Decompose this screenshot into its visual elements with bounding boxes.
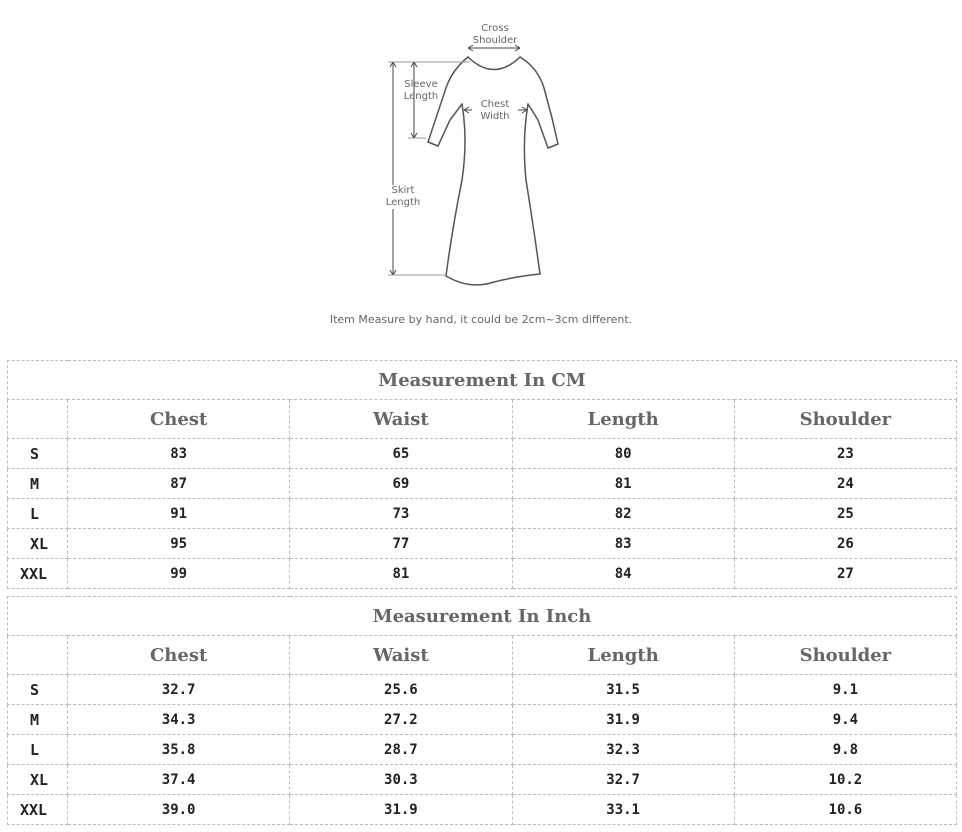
value-cell: 82	[512, 499, 734, 529]
table-row	[8, 469, 957, 499]
sleeve-length-label: Sleeve Length	[403, 79, 439, 102]
header-waist: Waist	[290, 400, 512, 439]
value-cell: 30.3	[290, 765, 512, 795]
size-cell: S	[8, 439, 68, 469]
value-cell: 77	[290, 529, 512, 559]
table-row	[8, 499, 957, 529]
skirt-length-label: Skirt Length	[380, 185, 426, 209]
size-cell: XXL	[8, 559, 68, 589]
table-row	[8, 765, 957, 795]
measurement-table-inch	[7, 596, 957, 825]
value-cell: 23	[734, 439, 956, 469]
header-waist: Waist	[290, 636, 512, 675]
cross-shoulder-label: Cross Shoulder	[472, 23, 518, 46]
header-shoulder: Shoulder	[734, 400, 956, 439]
value-cell: 81	[512, 469, 734, 499]
value-cell: 91	[68, 499, 290, 529]
value-cell: 84	[512, 559, 734, 589]
value-cell: 31.5	[512, 675, 734, 705]
value-cell: 24	[734, 469, 956, 499]
value-cell: 25.6	[290, 675, 512, 705]
header-cell	[8, 400, 68, 439]
value-cell: 33.1	[512, 795, 734, 825]
measure-note: Item Measure by hand, it could be 2cm~3cm different.	[329, 313, 633, 326]
header-cell	[8, 636, 68, 675]
header-length: Length	[512, 636, 734, 675]
value-cell: 39.0	[68, 795, 290, 825]
size-cell: S	[8, 675, 68, 705]
chest-width-label: Chest Width	[472, 99, 518, 123]
table-row	[8, 795, 957, 825]
value-cell: 27.2	[290, 705, 512, 735]
value-cell: 31.9	[512, 705, 734, 735]
table-row	[8, 705, 957, 735]
value-cell: 10.6	[734, 795, 956, 825]
value-cell: 28.7	[290, 735, 512, 765]
value-cell: 26	[734, 529, 956, 559]
size-cell: XXL	[8, 795, 68, 825]
value-cell: 35.8	[68, 735, 290, 765]
value-cell: 65	[290, 439, 512, 469]
table-row	[8, 559, 957, 589]
value-cell: 69	[290, 469, 512, 499]
size-cell: XL	[8, 529, 68, 559]
value-cell: 32.3	[512, 735, 734, 765]
value-cell: 9.4	[734, 705, 956, 735]
measurement-table-cm	[7, 360, 957, 589]
value-cell: 81	[290, 559, 512, 589]
value-cell: 73	[290, 499, 512, 529]
value-cell: 83	[512, 529, 734, 559]
value-cell: 95	[68, 529, 290, 559]
table-row	[8, 529, 957, 559]
value-cell: 83	[68, 439, 290, 469]
value-cell: 9.8	[734, 735, 956, 765]
value-cell: 25	[734, 499, 956, 529]
size-cell: XL	[8, 765, 68, 795]
table-title: Measurement In CM	[8, 361, 957, 400]
value-cell: 32.7	[68, 675, 290, 705]
value-cell: 10.2	[734, 765, 956, 795]
table-title: Measurement In Inch	[8, 597, 957, 636]
header-chest: Chest	[68, 636, 290, 675]
value-cell: 99	[68, 559, 290, 589]
size-cell: L	[8, 735, 68, 765]
value-cell: 80	[512, 439, 734, 469]
value-cell: 9.1	[734, 675, 956, 705]
size-cell: M	[8, 469, 68, 499]
header-length: Length	[512, 400, 734, 439]
value-cell: 27	[734, 559, 956, 589]
value-cell: 87	[68, 469, 290, 499]
size-cell: L	[8, 499, 68, 529]
table-row	[8, 439, 957, 469]
value-cell: 37.4	[68, 765, 290, 795]
table-row	[8, 675, 957, 705]
dress-measurement-diagram	[0, 0, 962, 300]
size-cell: M	[8, 705, 68, 735]
value-cell: 34.3	[68, 705, 290, 735]
value-cell: 31.9	[290, 795, 512, 825]
header-shoulder: Shoulder	[734, 636, 956, 675]
header-chest: Chest	[68, 400, 290, 439]
table-row	[8, 735, 957, 765]
value-cell: 32.7	[512, 765, 734, 795]
